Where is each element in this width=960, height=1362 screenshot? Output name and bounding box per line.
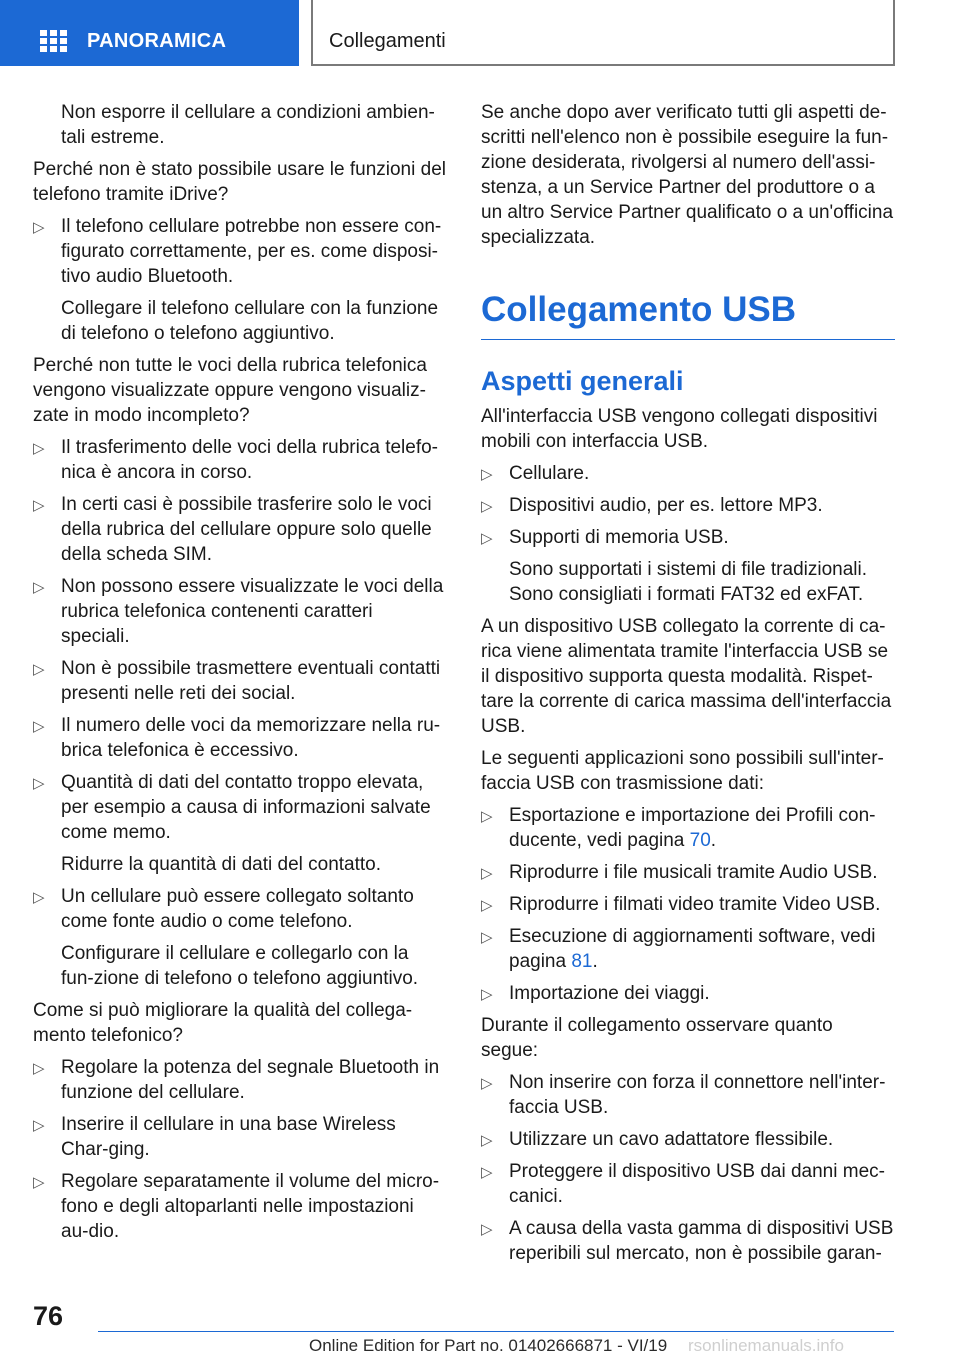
bullet-triangle-icon: ▷ (33, 497, 45, 514)
paragraph: Collegare il telefono cellulare con la funzione di telefono o telefono aggiuntivo. (61, 298, 439, 344)
list-item: ▷ Utilizzare un cavo adattatore flessibile. (481, 1127, 895, 1152)
bullet-triangle-icon: ▷ (481, 808, 493, 825)
page-link-70[interactable]: 70 (689, 830, 711, 851)
bullet-triangle-icon: ▷ (33, 219, 45, 236)
bullet-triangle-icon: ▷ (33, 1060, 45, 1077)
paragraph: A un dispositivo USB collegato la corrente di ca-rica viene alimentata tramite l'interfaccia USB se il dispositivo supporta questa modalità. Rispet-tare la corrente di carica massima dell'interfaccia USB. (481, 616, 892, 737)
paragraph: Ridurre la quantità di dati del contatto. (61, 854, 382, 875)
section-header (311, 0, 895, 66)
list-item: ▷ Esportazione e importazione dei Profili con-ducente, vedi pagina 70. (481, 805, 876, 851)
paragraph: Se anche dopo aver verificato tutti gli aspetti de-scritti nell'elenco non è possibile eseguire la fun-zione desiderata, rivolgersi al numero dell'assi-stenza, a un Service Partner del produttore o a un altro Service Partner qualificato o a un'officina specializzata. (481, 102, 894, 248)
paragraph: Configurare il cellulare e collegarlo con la fun-zione di telefono o telefono aggiuntivo. (61, 943, 419, 989)
bullet-triangle-icon: ▷ (33, 1174, 45, 1191)
paragraph: Le seguenti applicazioni sono possibili sull'inter-faccia USB con trasmissione dati: (481, 748, 884, 794)
list-item: ▷ Quantità di dati del contatto troppo elevata, per esempio a causa di informazioni salvate come memo. (33, 772, 431, 843)
list-item: ▷ Importazione dei viaggi. (481, 981, 895, 1006)
tab-panoramica[interactable] (0, 0, 299, 66)
left-column (33, 100, 446, 1251)
footer-divider (98, 1331, 894, 1332)
bullet-triangle-icon: ▷ (33, 1117, 45, 1134)
bullet-triangle-icon: ▷ (481, 865, 493, 882)
grid-menu-icon (40, 30, 67, 52)
bullet-triangle-icon: ▷ (481, 1132, 493, 1149)
list-item: ▷ Esecuzione di aggiornamenti software, vedi pagina 81. (481, 926, 876, 972)
page-link-81[interactable]: 81 (571, 951, 593, 972)
watermark: rsonlinemanuals.info (688, 1336, 844, 1355)
list-item: ▷ Cellulare. (481, 461, 895, 486)
tab-label: PANORAMICA (87, 30, 227, 52)
bullet-triangle-icon: ▷ (481, 530, 493, 547)
question: Perché non è stato possibile usare le funzioni del telefono tramite iDrive? (33, 159, 446, 205)
edition-text: Online Edition for Part no. 01402666871 - VI/19 (309, 1336, 668, 1355)
bullet-triangle-icon: ▷ (33, 440, 45, 457)
list-item: ▷ Proteggere il dispositivo USB dai danni mec-canici. (481, 1161, 885, 1207)
list-item: ▷ Inserire il cellulare in una base Wireless Char-ging. (33, 1114, 396, 1160)
section-heading: Collegamento USB (481, 290, 895, 340)
bullet-triangle-icon: ▷ (481, 498, 493, 515)
list-item: ▷ Supporti di memoria USB. (481, 525, 895, 550)
list-item: ▷ Non inserire con forza il connettore nell'inter-faccia USB. (481, 1072, 886, 1118)
list-item: ▷ In certi casi è possibile trasferire solo le voci della rubrica del cellulare oppure solo quelle della scheda SIM. (33, 494, 432, 565)
bullet-triangle-icon: ▷ (481, 466, 493, 483)
bullet-triangle-icon: ▷ (33, 889, 45, 906)
list-item: ▷ Il telefono cellulare potrebbe non essere con-figurato correttamente, per es. come disposi-tivo audio Bluetooth. (33, 216, 442, 287)
bullet-triangle-icon: ▷ (481, 986, 493, 1003)
section-title: Collegamenti (329, 30, 446, 52)
list-item: ▷ Non possono essere visualizzate le voci della rubrica telefonica contenenti caratteri speciali. (33, 576, 444, 647)
list-item: ▷ Dispositivi audio, per es. lettore MP3. (481, 493, 895, 518)
paragraph: Sono supportati i sistemi di file tradizionali. Sono consigliati i formati FAT32 ed exFAT. (509, 559, 868, 605)
page-number: 76 (33, 1301, 64, 1331)
bullet-triangle-icon: ▷ (481, 1164, 493, 1181)
question: Perché non tutte le voci della rubrica telefonica vengono visualizzate oppure vengono visualiz-zate in modo incompleto? (33, 355, 427, 426)
paragraph: Non esporre il cellulare a condizioni ambien-tali estreme. (61, 102, 435, 148)
list-item: ▷ Riprodurre i filmati video tramite Video USB. (481, 892, 895, 917)
list-item: ▷ Regolare la potenza del segnale Bluetooth in funzione del cellulare. (33, 1057, 440, 1103)
list-item: ▷ Il trasferimento delle voci della rubrica telefo-nica è ancora in corso. (33, 437, 439, 483)
subsection-heading: Aspetti generali (481, 366, 684, 396)
list-item: ▷ Regolare separatamente il volume del micro-fono e degli altoparlanti nelle impostazioni au-dio. (33, 1171, 440, 1242)
right-column (481, 100, 895, 1273)
list-item: ▷ Riprodurre i file musicali tramite Audio USB. (481, 860, 895, 885)
paragraph: Durante il collegamento osservare quanto segue: (481, 1015, 833, 1061)
bullet-triangle-icon: ▷ (481, 1075, 493, 1092)
bullet-triangle-icon: ▷ (33, 661, 45, 678)
bullet-triangle-icon: ▷ (481, 929, 493, 946)
bullet-triangle-icon: ▷ (33, 775, 45, 792)
list-item: ▷ Un cellulare può essere collegato soltanto come fonte audio o come telefono. (33, 886, 414, 932)
bullet-triangle-icon: ▷ (33, 579, 45, 596)
list-item: ▷ Il numero delle voci da memorizzare nella ru-brica telefonica è eccessivo. (33, 715, 441, 761)
bullet-triangle-icon: ▷ (481, 897, 493, 914)
paragraph: All'interfaccia USB vengono collegati dispositivi mobili con interfaccia USB. (481, 406, 878, 452)
question: Come si può migliorare la qualità del collega-mento telefonico? (33, 1000, 413, 1046)
list-item: ▷ A causa della vasta gamma di dispositivi USB reperibili sul mercato, non è possibile garan- (481, 1218, 894, 1264)
bullet-triangle-icon: ▷ (481, 1221, 493, 1238)
bullet-triangle-icon: ▷ (33, 718, 45, 735)
list-item: ▷ Non è possibile trasmettere eventuali contatti presenti nelle reti dei social. (33, 658, 441, 704)
